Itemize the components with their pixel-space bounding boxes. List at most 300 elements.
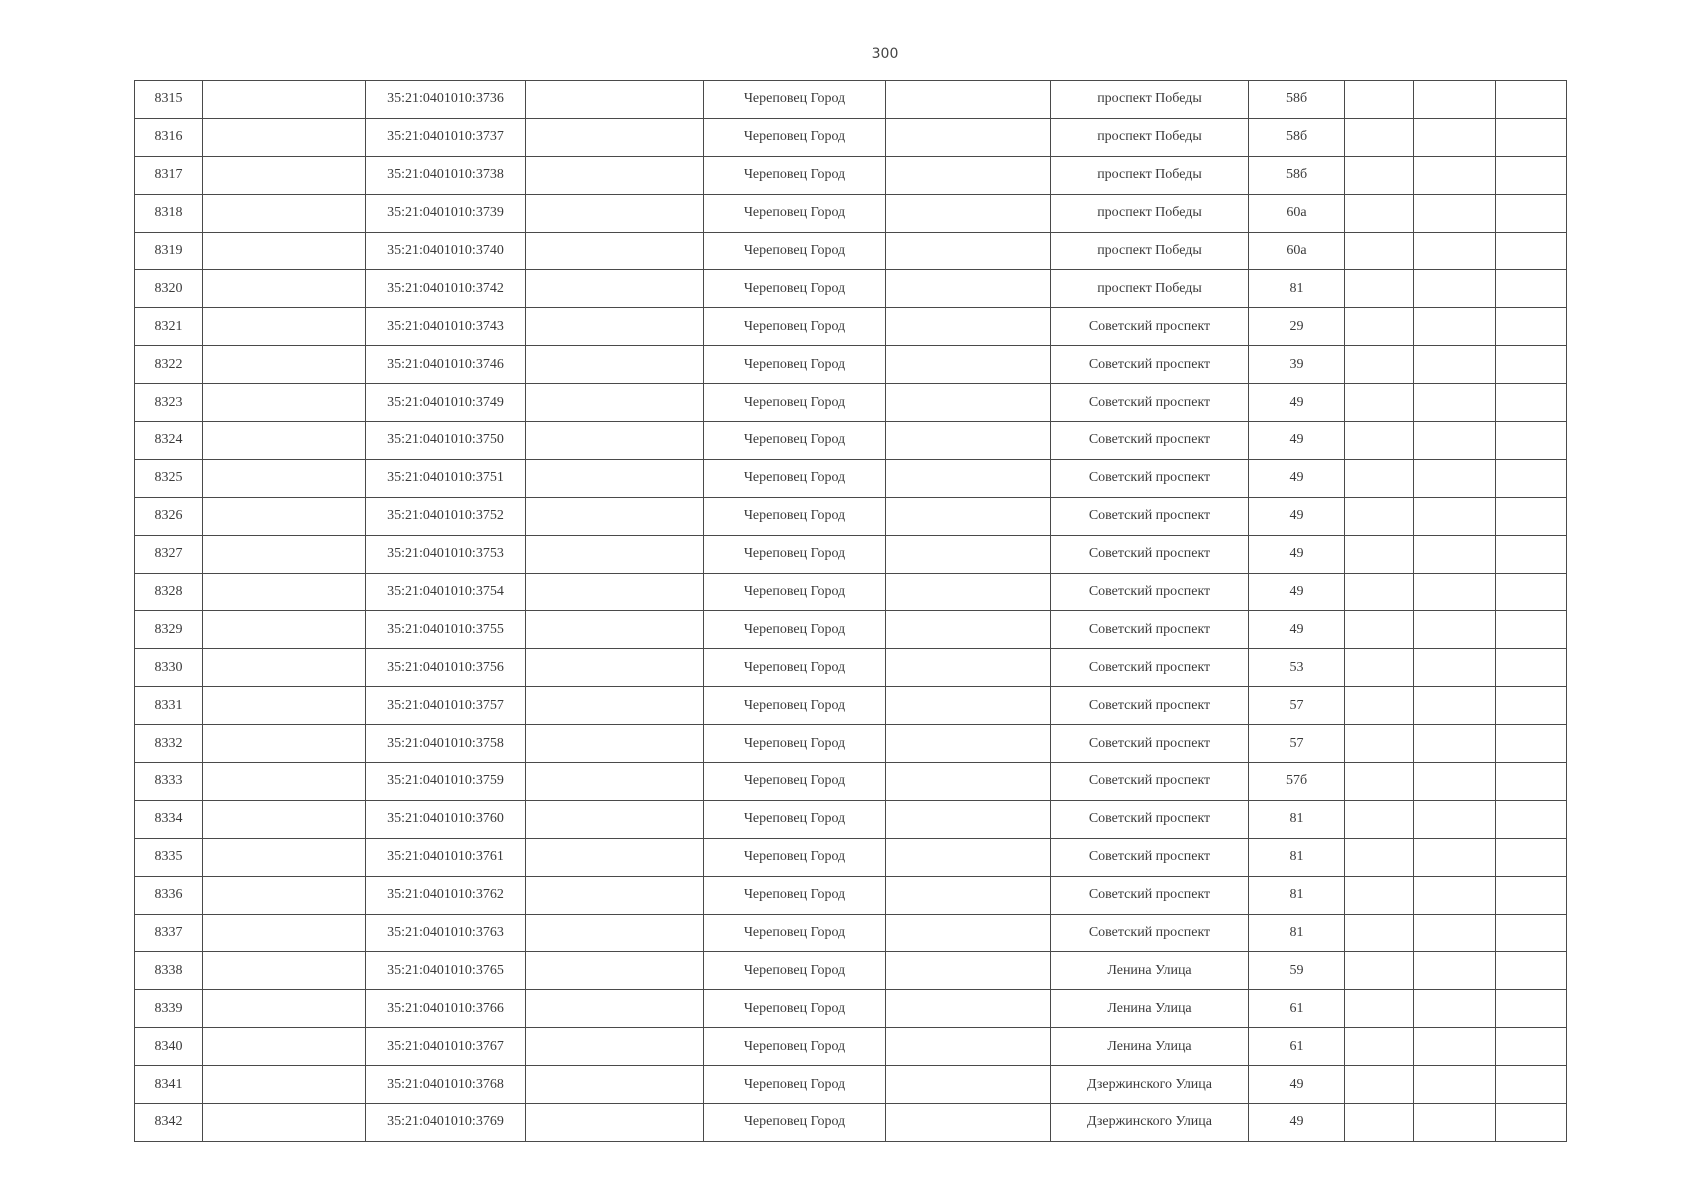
empty-cell: [886, 914, 1051, 952]
empty-cell: [1414, 535, 1496, 573]
table-row: [135, 800, 1567, 838]
table-row: [135, 1028, 1567, 1066]
empty-cell: [886, 459, 1051, 497]
house-number-cell: 49: [1249, 1066, 1345, 1104]
row-number-cell: 8338: [135, 952, 203, 990]
locality-cell: Череповец Город: [704, 800, 886, 838]
empty-cell: [1414, 611, 1496, 649]
street-cell: Советский проспект: [1051, 611, 1249, 649]
empty-cell: [1414, 952, 1496, 990]
empty-cell: [1414, 459, 1496, 497]
house-number-cell: 61: [1249, 1028, 1345, 1066]
empty-cell: [886, 81, 1051, 119]
house-number-cell: 59: [1249, 952, 1345, 990]
empty-cell: [1414, 1028, 1496, 1066]
table-row: [135, 725, 1567, 763]
cadastral-number-cell: 35:21:0401010:3755: [366, 611, 526, 649]
street-cell: Дзержинского Улица: [1051, 1104, 1249, 1142]
table-row: [135, 1066, 1567, 1104]
empty-cell: [203, 194, 366, 232]
empty-cell: [1414, 800, 1496, 838]
table-row: [135, 763, 1567, 801]
empty-cell: [1496, 990, 1567, 1028]
street-cell: Ленина Улица: [1051, 990, 1249, 1028]
empty-cell: [1496, 611, 1567, 649]
empty-cell: [1345, 914, 1414, 952]
street-cell: Советский проспект: [1051, 876, 1249, 914]
empty-cell: [526, 459, 704, 497]
house-number-cell: 60а: [1249, 232, 1345, 270]
locality-cell: Череповец Город: [704, 573, 886, 611]
empty-cell: [1345, 194, 1414, 232]
empty-cell: [1345, 1104, 1414, 1142]
row-number-cell: 8323: [135, 384, 203, 422]
locality-cell: Череповец Город: [704, 459, 886, 497]
empty-cell: [1496, 270, 1567, 308]
cadastral-number-cell: 35:21:0401010:3763: [366, 914, 526, 952]
empty-cell: [1496, 194, 1567, 232]
locality-cell: Череповец Город: [704, 81, 886, 119]
empty-cell: [1414, 194, 1496, 232]
empty-cell: [1414, 914, 1496, 952]
row-number-cell: 8324: [135, 422, 203, 460]
empty-cell: [1345, 384, 1414, 422]
empty-cell: [1414, 876, 1496, 914]
table-row: [135, 914, 1567, 952]
empty-cell: [526, 118, 704, 156]
empty-cell: [1345, 156, 1414, 194]
empty-cell: [203, 497, 366, 535]
empty-cell: [1345, 800, 1414, 838]
row-number-cell: 8320: [135, 270, 203, 308]
empty-cell: [1414, 308, 1496, 346]
empty-cell: [1496, 118, 1567, 156]
cadastral-number-cell: 35:21:0401010:3754: [366, 573, 526, 611]
empty-cell: [1496, 1104, 1567, 1142]
empty-cell: [1414, 649, 1496, 687]
table-row: [135, 497, 1567, 535]
empty-cell: [526, 422, 704, 460]
empty-cell: [1414, 1066, 1496, 1104]
empty-cell: [1496, 914, 1567, 952]
empty-cell: [526, 346, 704, 384]
cadastral-number-cell: 35:21:0401010:3751: [366, 459, 526, 497]
street-cell: проспект Победы: [1051, 194, 1249, 232]
house-number-cell: 39: [1249, 346, 1345, 384]
empty-cell: [1496, 422, 1567, 460]
empty-cell: [1345, 1028, 1414, 1066]
table-row: [135, 611, 1567, 649]
empty-cell: [1496, 800, 1567, 838]
house-number-cell: 49: [1249, 573, 1345, 611]
empty-cell: [1496, 459, 1567, 497]
locality-cell: Череповец Город: [704, 725, 886, 763]
page-number: 300: [871, 46, 899, 62]
house-number-cell: 49: [1249, 384, 1345, 422]
empty-cell: [526, 914, 704, 952]
row-number-cell: 8317: [135, 156, 203, 194]
empty-cell: [1496, 952, 1567, 990]
empty-cell: [1496, 838, 1567, 876]
empty-cell: [886, 270, 1051, 308]
table-row: [135, 573, 1567, 611]
locality-cell: Череповец Город: [704, 194, 886, 232]
locality-cell: Череповец Город: [704, 914, 886, 952]
locality-cell: Череповец Город: [704, 990, 886, 1028]
street-cell: Советский проспект: [1051, 838, 1249, 876]
cadastral-number-cell: 35:21:0401010:3759: [366, 763, 526, 801]
empty-cell: [526, 573, 704, 611]
row-number-cell: 8332: [135, 725, 203, 763]
street-cell: Дзержинского Улица: [1051, 1066, 1249, 1104]
empty-cell: [1496, 81, 1567, 119]
empty-cell: [203, 1104, 366, 1142]
empty-cell: [1414, 497, 1496, 535]
empty-cell: [203, 838, 366, 876]
empty-cell: [886, 763, 1051, 801]
empty-cell: [1414, 346, 1496, 384]
empty-cell: [886, 422, 1051, 460]
cadastral-number-cell: 35:21:0401010:3765: [366, 952, 526, 990]
cadastral-number-cell: 35:21:0401010:3737: [366, 118, 526, 156]
street-cell: Советский проспект: [1051, 422, 1249, 460]
table-row: [135, 194, 1567, 232]
empty-cell: [1345, 725, 1414, 763]
cadastral-number-cell: 35:21:0401010:3736: [366, 81, 526, 119]
empty-cell: [203, 270, 366, 308]
house-number-cell: 57: [1249, 725, 1345, 763]
empty-cell: [1345, 346, 1414, 384]
cadastral-number-cell: 35:21:0401010:3761: [366, 838, 526, 876]
empty-cell: [1345, 232, 1414, 270]
empty-cell: [886, 232, 1051, 270]
street-cell: Ленина Улица: [1051, 952, 1249, 990]
locality-cell: Череповец Город: [704, 232, 886, 270]
locality-cell: Череповец Город: [704, 687, 886, 725]
cadastral-number-cell: 35:21:0401010:3740: [366, 232, 526, 270]
cadastral-number-cell: 35:21:0401010:3760: [366, 800, 526, 838]
row-number-cell: 8326: [135, 497, 203, 535]
empty-cell: [526, 384, 704, 422]
locality-cell: Череповец Город: [704, 1028, 886, 1066]
empty-cell: [1345, 270, 1414, 308]
row-number-cell: 8319: [135, 232, 203, 270]
empty-cell: [203, 81, 366, 119]
locality-cell: Череповец Город: [704, 308, 886, 346]
empty-cell: [1496, 535, 1567, 573]
empty-cell: [203, 384, 366, 422]
empty-cell: [1496, 308, 1567, 346]
empty-cell: [1345, 763, 1414, 801]
cadastral-number-cell: 35:21:0401010:3752: [366, 497, 526, 535]
empty-cell: [1414, 156, 1496, 194]
table-row: [135, 952, 1567, 990]
empty-cell: [886, 573, 1051, 611]
cadastral-number-cell: 35:21:0401010:3767: [366, 1028, 526, 1066]
empty-cell: [886, 725, 1051, 763]
empty-cell: [526, 81, 704, 119]
empty-cell: [886, 952, 1051, 990]
empty-cell: [886, 384, 1051, 422]
empty-cell: [1414, 384, 1496, 422]
empty-cell: [886, 497, 1051, 535]
locality-cell: Череповец Город: [704, 270, 886, 308]
house-number-cell: 49: [1249, 611, 1345, 649]
row-number-cell: 8341: [135, 1066, 203, 1104]
empty-cell: [526, 800, 704, 838]
empty-cell: [203, 232, 366, 270]
empty-cell: [1414, 270, 1496, 308]
locality-cell: Череповец Город: [704, 156, 886, 194]
cadastral-number-cell: 35:21:0401010:3738: [366, 156, 526, 194]
row-number-cell: 8333: [135, 763, 203, 801]
table-row: [135, 346, 1567, 384]
locality-cell: Череповец Город: [704, 611, 886, 649]
empty-cell: [886, 535, 1051, 573]
empty-cell: [886, 156, 1051, 194]
house-number-cell: 58б: [1249, 156, 1345, 194]
empty-cell: [1414, 763, 1496, 801]
empty-cell: [1345, 118, 1414, 156]
house-number-cell: 57: [1249, 687, 1345, 725]
street-cell: Советский проспект: [1051, 497, 1249, 535]
empty-cell: [886, 118, 1051, 156]
row-number-cell: 8328: [135, 573, 203, 611]
empty-cell: [1345, 308, 1414, 346]
cadastral-number-cell: 35:21:0401010:3762: [366, 876, 526, 914]
empty-cell: [1345, 573, 1414, 611]
house-number-cell: 49: [1249, 535, 1345, 573]
cadastral-number-cell: 35:21:0401010:3742: [366, 270, 526, 308]
empty-cell: [203, 535, 366, 573]
empty-cell: [203, 611, 366, 649]
row-number-cell: 8321: [135, 308, 203, 346]
row-number-cell: 8334: [135, 800, 203, 838]
empty-cell: [203, 763, 366, 801]
street-cell: Советский проспект: [1051, 308, 1249, 346]
table-row: [135, 118, 1567, 156]
table-row: [135, 422, 1567, 460]
table-row: [135, 876, 1567, 914]
empty-cell: [1345, 1066, 1414, 1104]
empty-cell: [1496, 763, 1567, 801]
table-row: [135, 1104, 1567, 1142]
empty-cell: [1345, 838, 1414, 876]
table-row: [135, 459, 1567, 497]
empty-cell: [203, 725, 366, 763]
row-number-cell: 8335: [135, 838, 203, 876]
empty-cell: [526, 497, 704, 535]
locality-cell: Череповец Город: [704, 649, 886, 687]
street-cell: Советский проспект: [1051, 914, 1249, 952]
row-number-cell: 8340: [135, 1028, 203, 1066]
empty-cell: [203, 800, 366, 838]
empty-cell: [526, 194, 704, 232]
empty-cell: [203, 156, 366, 194]
empty-cell: [1345, 535, 1414, 573]
locality-cell: Череповец Город: [704, 497, 886, 535]
table-row: [135, 990, 1567, 1028]
locality-cell: Череповец Город: [704, 763, 886, 801]
locality-cell: Череповец Город: [704, 876, 886, 914]
empty-cell: [1496, 384, 1567, 422]
locality-cell: Череповец Город: [704, 422, 886, 460]
empty-cell: [1496, 156, 1567, 194]
empty-cell: [1414, 422, 1496, 460]
empty-cell: [526, 308, 704, 346]
empty-cell: [1496, 1066, 1567, 1104]
house-number-cell: 29: [1249, 308, 1345, 346]
empty-cell: [526, 876, 704, 914]
empty-cell: [886, 876, 1051, 914]
empty-cell: [886, 346, 1051, 384]
empty-cell: [1414, 990, 1496, 1028]
empty-cell: [203, 573, 366, 611]
house-number-cell: 81: [1249, 838, 1345, 876]
empty-cell: [203, 952, 366, 990]
row-number-cell: 8325: [135, 459, 203, 497]
empty-cell: [526, 611, 704, 649]
empty-cell: [1345, 687, 1414, 725]
empty-cell: [526, 270, 704, 308]
empty-cell: [526, 1104, 704, 1142]
empty-cell: [1496, 346, 1567, 384]
empty-cell: [1345, 459, 1414, 497]
cadastral-number-cell: 35:21:0401010:3756: [366, 649, 526, 687]
house-number-cell: 81: [1249, 800, 1345, 838]
empty-cell: [203, 914, 366, 952]
cadastral-number-cell: 35:21:0401010:3758: [366, 725, 526, 763]
empty-cell: [1496, 497, 1567, 535]
cadastral-number-cell: 35:21:0401010:3750: [366, 422, 526, 460]
locality-cell: Череповец Город: [704, 346, 886, 384]
empty-cell: [886, 838, 1051, 876]
empty-cell: [1496, 649, 1567, 687]
empty-cell: [886, 1066, 1051, 1104]
empty-cell: [886, 800, 1051, 838]
empty-cell: [1414, 81, 1496, 119]
cadastral-number-cell: 35:21:0401010:3749: [366, 384, 526, 422]
empty-cell: [203, 876, 366, 914]
table-row: [135, 156, 1567, 194]
empty-cell: [526, 1066, 704, 1104]
empty-cell: [1345, 649, 1414, 687]
house-number-cell: 49: [1249, 1104, 1345, 1142]
empty-cell: [526, 952, 704, 990]
empty-cell: [1414, 118, 1496, 156]
street-cell: Советский проспект: [1051, 459, 1249, 497]
house-number-cell: 60а: [1249, 194, 1345, 232]
cadastral-number-cell: 35:21:0401010:3768: [366, 1066, 526, 1104]
empty-cell: [203, 422, 366, 460]
street-cell: Советский проспект: [1051, 763, 1249, 801]
house-number-cell: 49: [1249, 497, 1345, 535]
empty-cell: [886, 990, 1051, 1028]
empty-cell: [203, 308, 366, 346]
row-number-cell: 8336: [135, 876, 203, 914]
house-number-cell: 58б: [1249, 81, 1345, 119]
empty-cell: [203, 459, 366, 497]
table-row: [135, 838, 1567, 876]
locality-cell: Череповец Город: [704, 118, 886, 156]
table-row: [135, 687, 1567, 725]
empty-cell: [526, 838, 704, 876]
table-body: [135, 81, 1567, 1142]
cadastral-number-cell: 35:21:0401010:3766: [366, 990, 526, 1028]
street-cell: Советский проспект: [1051, 573, 1249, 611]
house-number-cell: 49: [1249, 459, 1345, 497]
empty-cell: [526, 535, 704, 573]
table-row: [135, 384, 1567, 422]
empty-cell: [1345, 952, 1414, 990]
row-number-cell: 8339: [135, 990, 203, 1028]
cadastral-number-cell: 35:21:0401010:3769: [366, 1104, 526, 1142]
cadastral-number-cell: 35:21:0401010:3746: [366, 346, 526, 384]
empty-cell: [203, 1028, 366, 1066]
locality-cell: Череповец Город: [704, 535, 886, 573]
locality-cell: Череповец Город: [704, 838, 886, 876]
row-number-cell: 8315: [135, 81, 203, 119]
empty-cell: [1414, 838, 1496, 876]
empty-cell: [1496, 573, 1567, 611]
row-number-cell: 8331: [135, 687, 203, 725]
house-number-cell: 81: [1249, 270, 1345, 308]
row-number-cell: 8316: [135, 118, 203, 156]
house-number-cell: 61: [1249, 990, 1345, 1028]
empty-cell: [203, 346, 366, 384]
table-row: [135, 308, 1567, 346]
table-row: [135, 535, 1567, 573]
empty-cell: [886, 687, 1051, 725]
row-number-cell: 8342: [135, 1104, 203, 1142]
empty-cell: [1345, 876, 1414, 914]
house-number-cell: 81: [1249, 914, 1345, 952]
empty-cell: [1345, 422, 1414, 460]
empty-cell: [526, 687, 704, 725]
row-number-cell: 8330: [135, 649, 203, 687]
street-cell: проспект Победы: [1051, 81, 1249, 119]
street-cell: Советский проспект: [1051, 687, 1249, 725]
house-number-cell: 58б: [1249, 118, 1345, 156]
empty-cell: [886, 194, 1051, 232]
cadastral-number-cell: 35:21:0401010:3757: [366, 687, 526, 725]
empty-cell: [886, 649, 1051, 687]
cadastral-number-cell: 35:21:0401010:3753: [366, 535, 526, 573]
house-number-cell: 81: [1249, 876, 1345, 914]
row-number-cell: 8337: [135, 914, 203, 952]
empty-cell: [1345, 81, 1414, 119]
street-cell: Советский проспект: [1051, 346, 1249, 384]
row-number-cell: 8318: [135, 194, 203, 232]
table-row: [135, 270, 1567, 308]
empty-cell: [1414, 232, 1496, 270]
table-row: [135, 649, 1567, 687]
locality-cell: Череповец Город: [704, 952, 886, 990]
row-number-cell: 8329: [135, 611, 203, 649]
empty-cell: [203, 1066, 366, 1104]
empty-cell: [526, 990, 704, 1028]
street-cell: проспект Победы: [1051, 270, 1249, 308]
empty-cell: [1496, 1028, 1567, 1066]
registry-table: [134, 80, 1567, 1142]
empty-cell: [526, 649, 704, 687]
empty-cell: [886, 1028, 1051, 1066]
empty-cell: [1414, 725, 1496, 763]
street-cell: проспект Победы: [1051, 156, 1249, 194]
empty-cell: [203, 687, 366, 725]
street-cell: проспект Победы: [1051, 232, 1249, 270]
cadastral-number-cell: 35:21:0401010:3739: [366, 194, 526, 232]
